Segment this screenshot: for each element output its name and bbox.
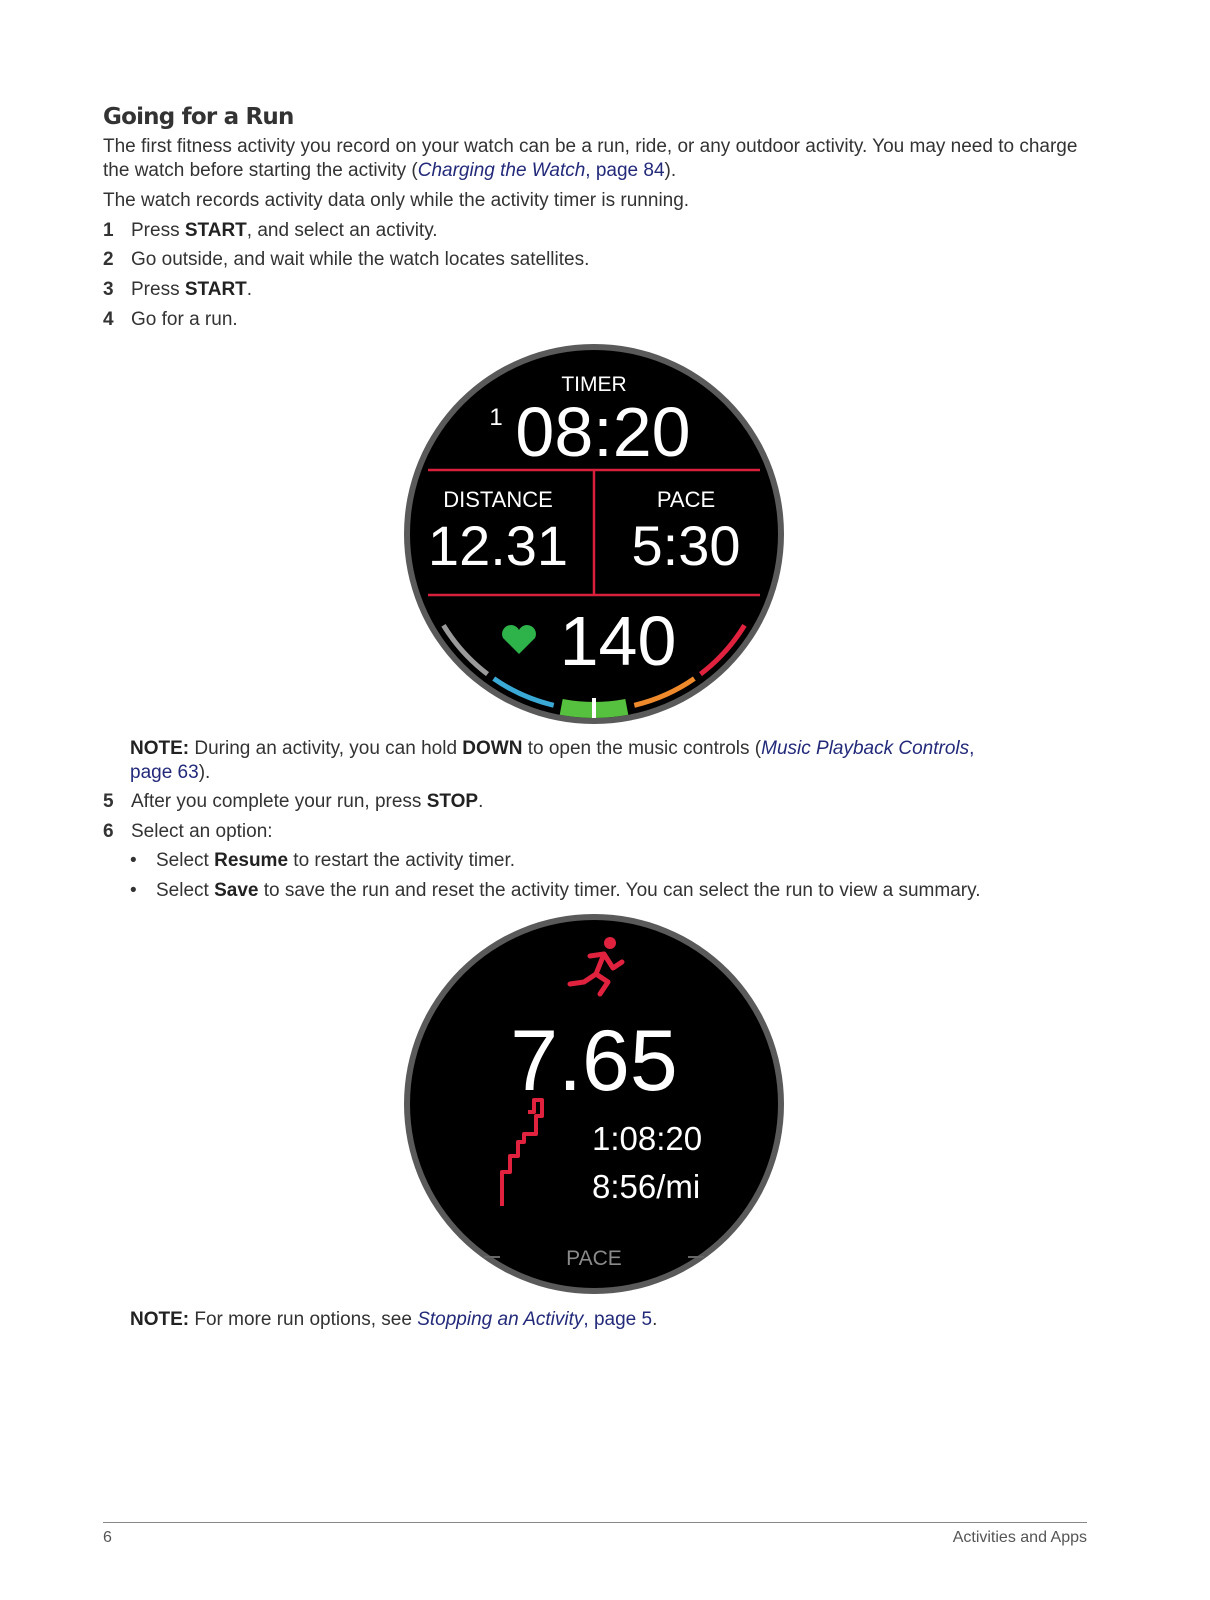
music-controls-link-page[interactable]: page 63	[130, 762, 199, 783]
down-key: DOWN	[462, 738, 523, 759]
timer-hours: 1	[489, 404, 503, 431]
step-number: 4	[103, 309, 114, 330]
note-label: NOTE:	[130, 738, 190, 759]
step-number: 1	[103, 220, 114, 241]
stopping-activity-link-page[interactable]: , page 5	[583, 1309, 653, 1330]
summary-distance: 7.65	[510, 1013, 678, 1109]
heart-rate-value: 140	[559, 602, 677, 680]
summary-bottom-label: PACE	[566, 1247, 622, 1270]
summary-pace: 8:56/mi	[592, 1168, 701, 1205]
footer-section: Activities and Apps	[952, 1529, 1087, 1546]
timer-value: 08:20	[515, 393, 691, 471]
bullet: •	[130, 850, 137, 871]
note-music-controls: NOTE: During an activity, you can hold DOWN to open the music controls (Music Playback Controls, page 63).	[130, 738, 975, 783]
bullet: •	[130, 880, 137, 901]
watch-summary-screen	[400, 910, 788, 1298]
pace-value: 5:30	[631, 514, 741, 577]
resume-option: Resume	[214, 850, 289, 871]
step-number: 5	[103, 791, 114, 812]
step-number: 6	[103, 821, 114, 842]
distance-value: 12.31	[427, 514, 569, 577]
step-number: 2	[103, 249, 114, 270]
intro-text-end: ).	[664, 160, 677, 181]
summary-time: 1:08:20	[592, 1120, 703, 1157]
start-key: START	[184, 220, 247, 241]
footer-page-number: 6	[103, 1529, 112, 1546]
stop-key: STOP	[426, 791, 479, 812]
intro-text: The first fitness activity you record on your watch can be a run, ride, or any outdoor activity. You may need to charge the watch before starting the activity (	[103, 136, 1078, 181]
stopping-activity-link[interactable]: Stopping an Activity	[417, 1309, 584, 1330]
watch-activity-screen	[400, 340, 788, 728]
charging-link[interactable]: Charging the Watch	[417, 160, 586, 181]
charging-link-page[interactable]: , page 84	[585, 160, 665, 181]
music-controls-link[interactable]: Music Playback Controls	[761, 738, 970, 759]
footer-divider	[103, 1522, 1087, 1523]
intro-paragraph	[103, 135, 1093, 183]
timer-label: TIMER	[561, 373, 627, 396]
save-option: Save	[214, 880, 259, 901]
distance-label: DISTANCE	[443, 487, 553, 512]
step-number: 3	[103, 279, 114, 300]
note-label: NOTE:	[130, 1309, 190, 1330]
pace-label: PACE	[656, 487, 716, 512]
start-key: START	[184, 279, 247, 300]
note-run-options: NOTE: For more run options, see Stopping an Activity, page 5.	[130, 1309, 658, 1330]
intro-paragraph-2: The watch records activity data only while the activity timer is running.	[103, 190, 690, 211]
page-heading: Going for a Run	[103, 104, 294, 130]
